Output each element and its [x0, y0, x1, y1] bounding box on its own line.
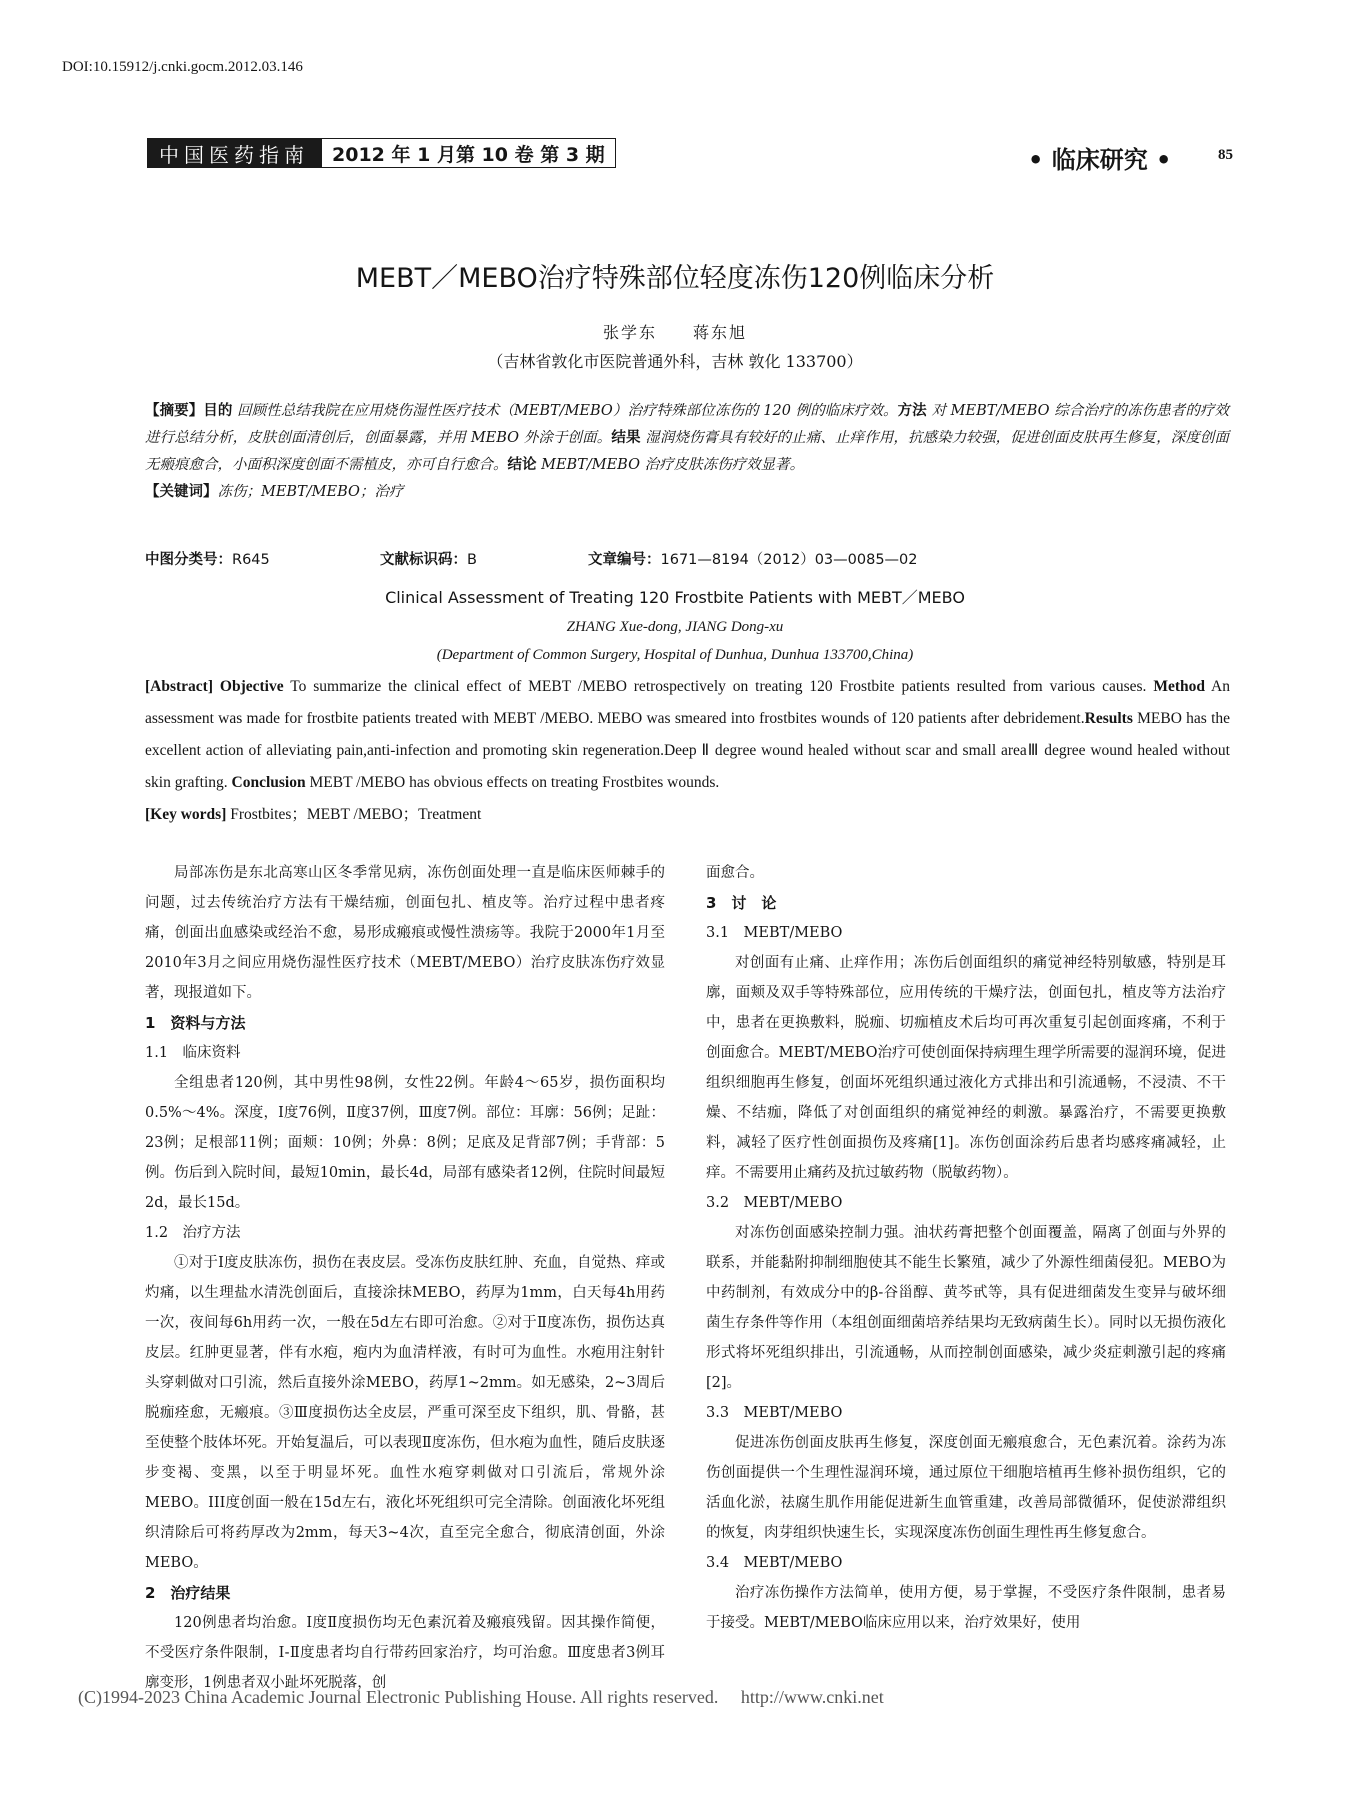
en-objective-label: Objective — [219, 678, 284, 695]
intro-paragraph: 局部冻伤是东北高寒山区冬季常见病，冻伤创面处理一直是临床医师棘手的问题，过去传统治疗方法有干燥结痂，创面包扎、植皮等。治疗过程中患者疼痛，创面出血感染或经治不愈，易形成瘢痕或慢性溃疡等。我院于2000年1月至2010年3月之间应用烧伤湿性医疗技术（MEBT/MEBO）治疗皮肤冻伤疗效显著，现报道如下。 — [145, 865, 665, 1001]
journal-name: 中国医药指南 — [147, 138, 321, 168]
en-conclusion-text: MEBT /MEBO has obvious effects on treating Frostbites wounds. — [309, 774, 720, 791]
paragraph-1-2: ①对于Ⅰ度皮肤冻伤，损伤在表皮层。受冻伤皮肤红肿、充血，自觉热、痒或灼痛，以生理盐水清洗创面后，直接涂抹MEBO，药厚为1mm，白天每4h用药一次，夜间每6h用药一次，一般在5d左右即可治愈。②对于Ⅱ度冻伤，损伤达真皮层。红肿更显著，伴有水疱，疱内为血清样液，有时可为血性。水疱用注射针头穿刺做对口引流，然后直接外涂MEBO，药厚1~2mm。如无感染，2~3周后脱痂痊愈，无瘢痕。③Ⅲ度损伤达全皮层，严重可深至皮下组织，肌、骨骼，甚至使整个肢体坏死。开始复温后，可以表现Ⅱ度冻伤，但水疱为血性，随后皮肤逐步变褐、变黑，以至于明显坏死。血性水疱穿刺做对口引流后，常规外涂MEBO。III度创面一般在15d左右，液化坏死组织可完全清除。创面液化坏死组织清除后可将药厚改为2mm，每天3~4次，直至完全愈合，彻底清创面，外涂MEBO。 — [145, 1255, 665, 1571]
en-method-label: Method — [1153, 678, 1205, 695]
abstract-chinese — [145, 398, 1229, 506]
body-column-left — [145, 858, 665, 1698]
en-abstract-label: [Abstract] — [145, 678, 214, 695]
en-results-text: MEBO has the excellent action of alleviating pain,anti-infection and promoting skin regeneration.Deep Ⅱ degree wound healed without scar and small areaⅢ degree wound healed without skin grafting. — [145, 710, 1231, 791]
abstract-label: 【摘要】 — [145, 403, 204, 419]
paragraph-2: 120例患者均治愈。Ⅰ度Ⅱ度损伤均无色素沉着及瘢痕残留。因其操作简便，不受医疗条件限制，Ⅰ-Ⅱ度患者均自行带药回家治疗，均可治愈。Ⅲ度患者3例耳廓变形，1例患者双小趾坏死脱落，创 — [145, 1615, 665, 1691]
doc-code — [380, 548, 477, 569]
conclusion-label: 结论 — [507, 457, 537, 473]
paragraph-3-4: 治疗冻伤操作方法简单，使用方便，易于掌握，不受医疗条件限制，患者易于接受。MEBT/MEBO临床应用以来，治疗效果好，使用 — [706, 1585, 1226, 1631]
journal-issue: 2012 年 1 月第 10 卷 第 3 期 — [321, 138, 616, 168]
en-results-label: Results — [1084, 710, 1133, 727]
body-column-right — [706, 858, 1226, 1638]
clc-number — [145, 548, 270, 569]
doc-value: B — [467, 552, 477, 568]
results-label: 结果 — [611, 430, 641, 446]
en-keywords-label: [Key words] — [145, 806, 227, 823]
clc-label: 中图分类号： — [145, 552, 232, 568]
subsection-heading-3-3: 3.3 MEBT/MEBO — [706, 1405, 843, 1421]
doc-label: 文献标识码： — [380, 552, 467, 568]
clc-value: R645 — [232, 552, 270, 568]
results-text: 湿润烧伤膏具有较好的止痛、止痒作用，抗感染力较强，促进创面皮肤再生修复，深度创面无瘢痕愈合，小面积深度创面不需植皮，亦可自行愈合。 — [145, 430, 1230, 473]
subsection-heading-3-1: 3.1 MEBT/MEBO — [706, 925, 843, 941]
conclusion-text: MEBT/MEBO 治疗皮肤冻伤疗效显著。 — [541, 457, 805, 473]
paragraph-1-1: 全组患者120例，其中男性98例，女性22例。年龄4～65岁，损伤面积均0.5%～4%。深度，Ⅰ度76例，Ⅱ度37例，Ⅲ度7例。部位：耳廓：56例；足趾：23例；足根部11例；面颊：10例；外鼻：8例；足底及足背部7例；手背部：5例。伤后到入院时间，最短10min，最长4d，局部有感染者12例，住院时间最短2d，最长15d。 — [145, 1075, 665, 1211]
section-tag: • 临床研究 • — [1028, 146, 1172, 174]
keywords-text: 冻伤；MEBT/MEBO；治疗 — [217, 484, 404, 500]
objective-text: 回顾性总结我院在应用烧伤湿性医疗技术（MEBT/MEBO）治疗特殊部位冻伤的 120 例的临床疗效。 — [237, 403, 898, 419]
subsection-heading-1-1: 1.1 临床资料 — [145, 1045, 241, 1061]
english-title: Clinical Assessment of Treating 120 Frostbite Patients with MEBT／MEBO — [385, 588, 965, 607]
en-conclusion-label: Conclusion — [231, 774, 306, 791]
continued-text: 面愈合。 — [706, 865, 764, 881]
paragraph-3-3: 促进冻伤创面皮肤再生修复，深度创面无瘢痕愈合，无色素沉着。涂药为冻伤创面提供一个生理性湿润环境，通过原位干细胞培植再生修补损伤组织，它的活血化淤，祛腐生肌作用能促进新生血管重建，改善局部微循环，促使淤滞组织的恢复，肉芽组织快速生长，实现深度冻伤创面生理性再生修复愈合。 — [706, 1435, 1226, 1541]
en-method-text: An assessment was made for frostbite patients treated with MEBT /MEBO. MEBO was smeared into frostbites wounds of 120 patients after debridement. — [145, 678, 1230, 727]
method-label: 方法 — [897, 403, 927, 419]
section-heading-1: 1 资料与方法 — [145, 1014, 246, 1032]
subsection-heading-1-2: 1.2 治疗方法 — [145, 1225, 241, 1241]
journal-header — [147, 138, 616, 168]
objective-label: 目的 — [203, 403, 233, 419]
keywords-label: 【关键词】 — [145, 484, 218, 500]
paragraph-3-1: 对创面有止痛、止痒作用；冻伤后创面组织的痛觉神经特别敏感，特别是耳廓，面颊及双手等特殊部位，应用传统的干燥疗法，创面包扎，植皮等方法治疗中，患者在更换敷料，脱痂、切痂植皮术后均可再次重复引起创面疼痛，不利于创面愈合。MEBT/MEBO治疗可使创面保持病理生理学所需要的湿润环境，促进组织细胞再生修复，创面坏死组织通过液化方式排出和引流通畅，不浸渍、不干燥、不结痂，降低了对创面组织的痛觉神经的刺激。暴露治疗，不需要更换敷料，减轻了医疗性创面损伤及疼痛[1]。冻伤创面涂药后患者均感疼痛减轻，止痒。不需要用止痛药及抗过敏药物（脱敏药物）。 — [706, 955, 1226, 1181]
method-text: 对 MEBT/MEBO 综合治疗的冻伤患者的疗效进行总结分析，皮肤创面清创后，创面暴露，并用 MEBO 外涂于创面。 — [145, 403, 1230, 446]
subsection-heading-3-2: 3.2 MEBT/MEBO — [706, 1195, 843, 1211]
article-title: MEBT／MEBO治疗特殊部位轻度冻伤120例临床分析 — [355, 263, 995, 294]
section-heading-3: 3 讨 论 — [706, 894, 777, 912]
article-no-label: 文章编号： — [588, 552, 661, 568]
article-number — [588, 548, 918, 569]
paragraph-3-2: 对冻伤创面感染控制力强。油状药膏把整个创面覆盖，隔离了创面与外界的联系，并能黏附抑制细胞使其不能生长繁殖，减少了外源性细菌侵犯。MEBO为中药制剂，有效成分中的β-谷甾醇、黄芩甙等，具有促进细菌发生变异与破坏细菌生存条件等作用（本组创面细菌培养结果均无致病菌生长）。同时以无损伤液化形式将坏死组织排出，引流通畅，从而控制创面感染，减少炎症刺激引起的疼痛[2]。 — [706, 1225, 1226, 1391]
english-affiliation: (Department of Common Surgery, Hospital of Dunhua, Dunhua 133700,China) — [436, 647, 914, 663]
english-authors: ZHANG Xue-dong, JIANG Dong-xu — [566, 619, 784, 635]
copyright-footer: (C)1994-2023 China Academic Journal Electronic Publishing House. All rights reserved. http://www.cnki.net — [78, 1687, 884, 1707]
subsection-heading-3-4: 3.4 MEBT/MEBO — [706, 1555, 843, 1571]
article-authors: 张学东 蒋东旭 — [602, 323, 747, 342]
page-number: 85 — [1218, 147, 1233, 163]
abstract-english — [145, 671, 1230, 831]
section-heading-2: 2 治疗结果 — [145, 1584, 231, 1602]
article-no-value: 1671—8194（2012）03—0085—02 — [660, 552, 918, 568]
en-keywords-text: Frostbites；MEBT /MEBO；Treatment — [230, 806, 482, 823]
article-affiliation: （吉林省敦化市医院普通外科，吉林 敦化 133700） — [487, 352, 863, 371]
doi: DOI:10.15912/j.cnki.gocm.2012.03.146 — [62, 59, 303, 75]
en-objective-text: To summarize the clinical effect of MEBT /MEBO retrospectively on treating 120 Frostbite patients resulted from various causes. — [290, 678, 1147, 695]
